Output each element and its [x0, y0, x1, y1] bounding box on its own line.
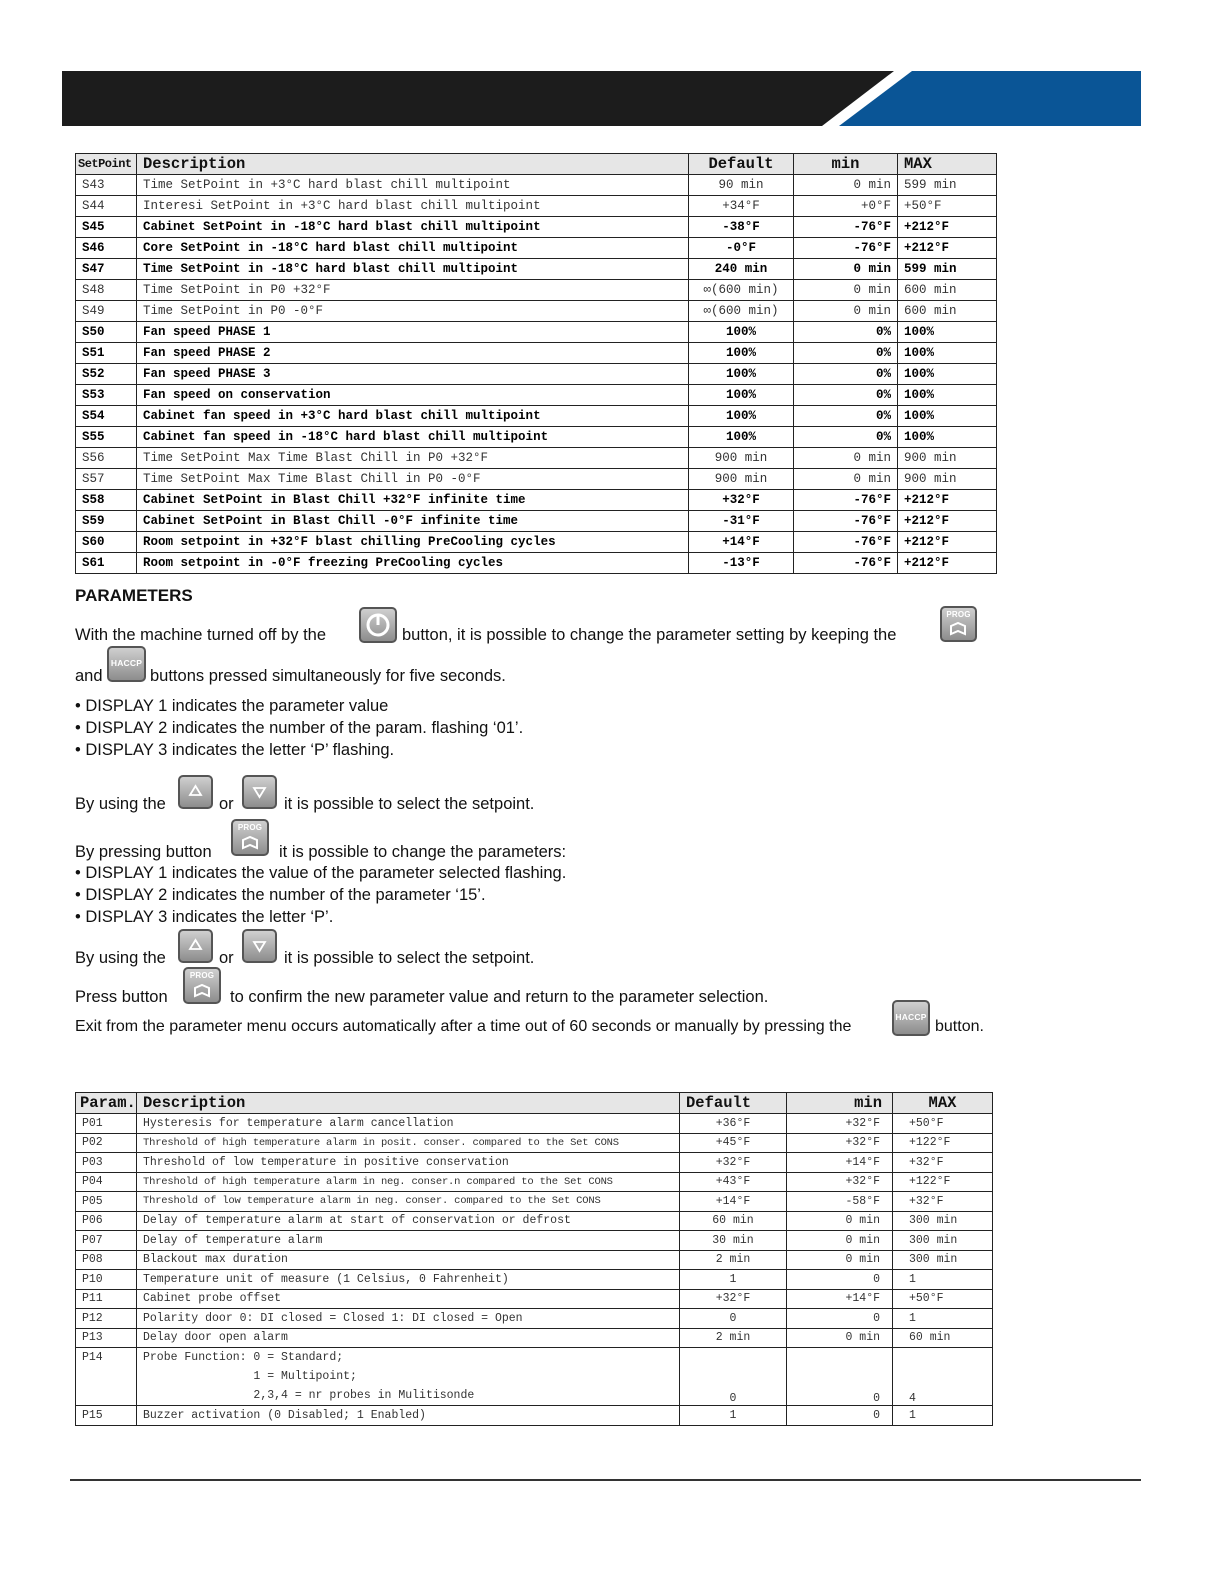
cell-default: 0 [680, 1309, 787, 1329]
table-row [76, 1309, 993, 1329]
bullet-2-1: • DISPLAY 1 indicates the value of the parameter selected flashing. [75, 864, 567, 882]
up-arrow-icon [178, 775, 213, 809]
cell-min: +32°F [787, 1114, 893, 1134]
bullet-1-1: • DISPLAY 1 indicates the parameter value [75, 697, 389, 715]
cell-id: S50 [76, 322, 137, 343]
cell-id: S49 [76, 301, 137, 322]
cell-id: S60 [76, 532, 137, 553]
cell-description: Delay door open alarm [137, 1328, 680, 1348]
cell-default: ∞(600 min) [689, 280, 794, 301]
cell-id: P06 [76, 1211, 137, 1231]
cell-description: Polarity door 0: DI closed = Closed 1: DI closed = Open [137, 1309, 680, 1329]
cell-id: P02 [76, 1133, 137, 1153]
table-row [76, 448, 997, 469]
confirm-line-b: to confirm the new parameter value and return to the parameter selection. [230, 988, 769, 1006]
cell-id: S44 [76, 196, 137, 217]
cell-default: +34°F [689, 196, 794, 217]
cell-description: Time SetPoint in P0 -0°F [137, 301, 689, 322]
cell-id: P08 [76, 1250, 137, 1270]
cell-min: 0 min [794, 469, 898, 490]
col-max: MAX [898, 154, 997, 175]
cell-description: Fan speed PHASE 2 [137, 343, 689, 364]
cell-min: +0°F [794, 196, 898, 217]
cell-min: 0 min [794, 280, 898, 301]
table-row [76, 217, 997, 238]
cell-id: S52 [76, 364, 137, 385]
cell-id: P11 [76, 1289, 137, 1309]
cell-min: +32°F [787, 1133, 893, 1153]
cell-description: Time SetPoint in +3°C hard blast chill multipoint [137, 175, 689, 196]
cell-id: S61 [76, 553, 137, 574]
col-param: Param. [76, 1093, 137, 1114]
cell-id: P04 [76, 1172, 137, 1192]
cell-default: 100% [689, 385, 794, 406]
cell-id: P15 [76, 1406, 137, 1426]
table-row [76, 385, 997, 406]
cell-min: 0 min [794, 301, 898, 322]
cell-description: Time SetPoint Max Time Blast Chill in P0 -0°F [137, 469, 689, 490]
cell-default: 60 min [680, 1211, 787, 1231]
cell-max: 60 min [893, 1328, 993, 1348]
table-row [76, 1133, 993, 1153]
col-min: min [787, 1093, 893, 1114]
table-row [76, 301, 997, 322]
cell-min: 0% [794, 322, 898, 343]
cell-max: 100% [898, 406, 997, 427]
cell-default: 1 [680, 1406, 787, 1426]
cell-id: S45 [76, 217, 137, 238]
cell-id: S48 [76, 280, 137, 301]
table-row [76, 238, 997, 259]
intro-line-2a: and [75, 667, 103, 685]
table-row [76, 343, 997, 364]
cell-max: 100% [898, 322, 997, 343]
cell-id: S55 [76, 427, 137, 448]
cell-id: S46 [76, 238, 137, 259]
cell-max: 599 min [898, 259, 997, 280]
cell-description: Cabinet probe offset [137, 1289, 680, 1309]
haccp-button-icon-2 [892, 1000, 930, 1036]
cell-max: 100% [898, 343, 997, 364]
cell-max: +212°F [898, 490, 997, 511]
cell-description: Fan speed on conservation [137, 385, 689, 406]
cell-min: 0 min [794, 175, 898, 196]
cell-max: 300 min [893, 1231, 993, 1251]
select-line-b: it is possible to select the setpoint. [284, 795, 535, 813]
table-row [76, 1192, 993, 1212]
cell-id: P01 [76, 1114, 137, 1134]
cell-id: S57 [76, 469, 137, 490]
cell-min: -76°F [794, 490, 898, 511]
prog-button-icon-2 [231, 819, 269, 856]
cell-description: Threshold of high temperature alarm in posit. conser. compared to the Set CONS [137, 1133, 680, 1153]
table-row [76, 175, 997, 196]
cell-max: +32°F [893, 1153, 993, 1173]
confirm-line-a: Press button [75, 988, 168, 1006]
cell-min: 0 [787, 1309, 893, 1329]
cell-default: +32°F [689, 490, 794, 511]
cell-min: -58°F [787, 1192, 893, 1212]
haccp-label-2: HACCP [895, 1012, 927, 1022]
cell-default: 100% [689, 322, 794, 343]
cell-min: -76°F [794, 511, 898, 532]
cell-max: +212°F [898, 511, 997, 532]
cell-description: Time SetPoint in P0 +32°F [137, 280, 689, 301]
cell-max: 4 [893, 1348, 993, 1406]
cell-description: Fan speed PHASE 1 [137, 322, 689, 343]
cell-max: 600 min [898, 301, 997, 322]
cell-default: +14°F [680, 1192, 787, 1212]
cell-min: -76°F [794, 238, 898, 259]
prog-button-icon-3 [183, 967, 221, 1004]
cell-default: +14°F [689, 532, 794, 553]
cell-max: +50°F [893, 1114, 993, 1134]
exit-line-a: Exit from the parameter menu occurs automatically after a time out of 60 seconds or manually by pressing the [75, 1018, 852, 1035]
intro-1a: With the machine turned off by the [75, 626, 327, 644]
cell-description: Core SetPoint in -18°C hard blast chill multipoint [137, 238, 689, 259]
table-row [76, 1172, 993, 1192]
cell-description: Time SetPoint Max Time Blast Chill in P0 +32°F [137, 448, 689, 469]
select2-or: or [219, 949, 234, 967]
cell-max: 1 [893, 1309, 993, 1329]
table-row [76, 1211, 993, 1231]
cell-default: -38°F [689, 217, 794, 238]
cell-max: 900 min [898, 469, 997, 490]
cell-max: 1 [893, 1406, 993, 1426]
table-row [76, 1289, 993, 1309]
table-row [76, 1348, 993, 1406]
table-row [76, 1250, 993, 1270]
exit-line-b: button. [935, 1018, 984, 1035]
cell-description: Hysteresis for temperature alarm cancellation [137, 1114, 680, 1134]
cell-id: P14 [76, 1348, 137, 1406]
cell-max: +32°F [893, 1192, 993, 1212]
select2-line-a: By using the [75, 949, 166, 967]
cell-id: S54 [76, 406, 137, 427]
select2-line-b: it is possible to select the setpoint. [284, 949, 535, 967]
cell-max: 300 min [893, 1211, 993, 1231]
cell-max: +212°F [898, 217, 997, 238]
cell-max: 600 min [898, 280, 997, 301]
cell-id: S51 [76, 343, 137, 364]
cell-min: 0 min [794, 448, 898, 469]
cell-id: S58 [76, 490, 137, 511]
intro-line-1 [75, 626, 326, 645]
cell-min: -76°F [794, 217, 898, 238]
cell-default: 100% [689, 427, 794, 448]
col-min: min [794, 154, 898, 175]
cell-min: -76°F [794, 553, 898, 574]
cell-min: 0 min [787, 1231, 893, 1251]
cell-id: P05 [76, 1192, 137, 1212]
table-row [76, 259, 997, 280]
cell-id: S59 [76, 511, 137, 532]
cell-max: +122°F [893, 1172, 993, 1192]
cell-default: 900 min [689, 448, 794, 469]
header-banner [62, 71, 1141, 126]
cell-default: 240 min [689, 259, 794, 280]
col-description: Description [137, 1093, 680, 1114]
cell-description: Cabinet fan speed in +3°C hard blast chill multipoint [137, 406, 689, 427]
cell-default: 1 [680, 1270, 787, 1290]
cell-description: Threshold of high temperature alarm in neg. conser.n compared to the Set CONS [137, 1172, 680, 1192]
cell-min: 0 [787, 1270, 893, 1290]
cell-min: 0 min [787, 1328, 893, 1348]
cell-description: Threshold of low temperature in positive conservation [137, 1153, 680, 1173]
cell-default: +32°F [680, 1289, 787, 1309]
cell-id: P03 [76, 1153, 137, 1173]
table-row [76, 1231, 993, 1251]
table-row [76, 196, 997, 217]
param-table-header [76, 1093, 993, 1114]
cell-id: S47 [76, 259, 137, 280]
col-max: MAX [893, 1093, 993, 1114]
power-button-icon [359, 607, 397, 643]
cell-min: 0% [794, 364, 898, 385]
cell-id: P10 [76, 1270, 137, 1290]
cell-max: 1 [893, 1270, 993, 1290]
prog-label-3: PROG [189, 971, 215, 980]
cell-description: Delay of temperature alarm at start of conservation or defrost [137, 1211, 680, 1231]
cell-default: 100% [689, 343, 794, 364]
down-arrow-icon [242, 775, 277, 809]
up-arrow-icon-2 [178, 929, 213, 963]
cell-min: 0 min [787, 1211, 893, 1231]
cell-default: -31°F [689, 511, 794, 532]
cell-default: 0 [680, 1348, 787, 1406]
table-row [76, 511, 997, 532]
col-setpoint: SetPoint [76, 154, 137, 175]
cell-default: +45°F [680, 1133, 787, 1153]
table-row [76, 1406, 993, 1426]
cell-default: -13°F [689, 553, 794, 574]
cell-default: 2 min [680, 1250, 787, 1270]
param-table [75, 1092, 993, 1426]
cell-min: +14°F [787, 1153, 893, 1173]
table-row [76, 1328, 993, 1348]
cell-default: ∞(600 min) [689, 301, 794, 322]
cell-max: +212°F [898, 532, 997, 553]
intro-line-2b: buttons pressed simultaneously for five seconds. [150, 667, 506, 685]
haccp-button-icon [107, 646, 146, 682]
table-row [76, 1114, 993, 1134]
parameters-heading: PARAMETERS [75, 586, 193, 605]
cell-min: -76°F [794, 532, 898, 553]
cell-min: 0 [787, 1348, 893, 1406]
cell-min: 0 min [794, 259, 898, 280]
cell-description: Room setpoint in +32°F blast chilling PreCooling cycles [137, 532, 689, 553]
prog-button-icon [940, 606, 977, 642]
cell-description: Probe Function: 0 = Standard; 1 = Multipoint; 2,3,4 = nr probes in Mulitisonde [137, 1348, 680, 1406]
cell-description: Time SetPoint in -18°C hard blast chill multipoint [137, 259, 689, 280]
cell-max: 900 min [898, 448, 997, 469]
cell-default: 2 min [680, 1328, 787, 1348]
cell-max: +212°F [898, 238, 997, 259]
cell-default: 90 min [689, 175, 794, 196]
col-description: Description [137, 154, 689, 175]
cell-description: Cabinet SetPoint in -18°C hard blast chill multipoint [137, 217, 689, 238]
table-row [76, 406, 997, 427]
cell-description: Cabinet SetPoint in Blast Chill +32°F infinite time [137, 490, 689, 511]
cell-min: 0% [794, 343, 898, 364]
table-row [76, 1270, 993, 1290]
footer-divider [70, 1479, 1141, 1481]
bullet-1-2: • DISPLAY 2 indicates the number of the param. flashing ‘01’. [75, 719, 524, 737]
cell-description: Temperature unit of measure (1 Celsius, 0 Fahrenheit) [137, 1270, 680, 1290]
cell-description: Cabinet SetPoint in Blast Chill -0°F infinite time [137, 511, 689, 532]
cell-description: Blackout max duration [137, 1250, 680, 1270]
cell-min: +14°F [787, 1289, 893, 1309]
table-row [76, 364, 997, 385]
cell-description: Delay of temperature alarm [137, 1231, 680, 1251]
cell-id: S43 [76, 175, 137, 196]
table-row [76, 1153, 993, 1173]
cell-max: +50°F [898, 196, 997, 217]
table-row [76, 322, 997, 343]
table-row [76, 553, 997, 574]
col-default: Default [689, 154, 794, 175]
cell-id: P12 [76, 1309, 137, 1329]
col-default: Default [680, 1093, 787, 1114]
cell-max: 100% [898, 385, 997, 406]
cell-id: P07 [76, 1231, 137, 1251]
cell-default: -0°F [689, 238, 794, 259]
cell-description: Buzzer activation (0 Disabled; 1 Enabled) [137, 1406, 680, 1426]
press-line-b: it is possible to change the parameters: [279, 843, 567, 861]
cell-description: Fan speed PHASE 3 [137, 364, 689, 385]
cell-min: +32°F [787, 1172, 893, 1192]
cell-default: 100% [689, 406, 794, 427]
cell-id: S56 [76, 448, 137, 469]
cell-max: +50°F [893, 1289, 993, 1309]
cell-min: 0% [794, 385, 898, 406]
cell-default: +36°F [680, 1114, 787, 1134]
cell-default: +32°F [680, 1153, 787, 1173]
cell-max: 300 min [893, 1250, 993, 1270]
cell-min: 0 min [787, 1250, 893, 1270]
cell-default: 100% [689, 364, 794, 385]
bullet-2-2: • DISPLAY 2 indicates the number of the parameter ‘15’. [75, 886, 486, 904]
cell-max: +212°F [898, 553, 997, 574]
cell-id: P13 [76, 1328, 137, 1348]
cell-description: Threshold of low temperature alarm in neg. conser. compared to the Set CONS [137, 1192, 680, 1212]
table-row [76, 280, 997, 301]
setpoint-table-header [76, 154, 997, 175]
down-arrow-icon-2 [242, 929, 277, 963]
setpoint-table [75, 153, 997, 574]
bullet-1-3: • DISPLAY 3 indicates the letter ‘P’ flashing. [75, 741, 395, 759]
cell-max: +122°F [893, 1133, 993, 1153]
cell-description: Room setpoint in -0°F freezing PreCooling cycles [137, 553, 689, 574]
haccp-label: HACCP [110, 658, 143, 668]
cell-max: 599 min [898, 175, 997, 196]
cell-default: +43°F [680, 1172, 787, 1192]
intro-line-1b: button, it is possible to change the parameter setting by keeping the [402, 626, 897, 644]
table-row [76, 490, 997, 511]
table-row [76, 427, 997, 448]
table-row [76, 532, 997, 553]
table-row [76, 469, 997, 490]
cell-description: Cabinet fan speed in -18°C hard blast chill multipoint [137, 427, 689, 448]
prog-label-2: PROG [237, 823, 263, 832]
cell-min: 0% [794, 427, 898, 448]
press-line-a: By pressing button [75, 843, 212, 861]
select-line-a: By using the [75, 795, 166, 813]
cell-id: S53 [76, 385, 137, 406]
select-or: or [219, 795, 234, 813]
bullet-2-3: • DISPLAY 3 indicates the letter ‘P’. [75, 908, 334, 926]
cell-default: 900 min [689, 469, 794, 490]
cell-min: 0 [787, 1406, 893, 1426]
prog-label: PROG [946, 610, 971, 619]
cell-max: 100% [898, 364, 997, 385]
cell-description: Interesi SetPoint in +3°C hard blast chill multipoint [137, 196, 689, 217]
cell-default: 30 min [680, 1231, 787, 1251]
cell-max: 100% [898, 427, 997, 448]
cell-min: 0% [794, 406, 898, 427]
